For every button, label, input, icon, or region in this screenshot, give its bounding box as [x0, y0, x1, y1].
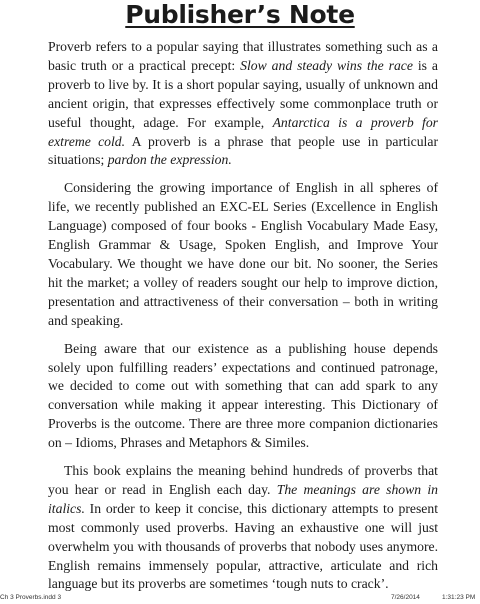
paragraph-4-text: This book explains the meaning behind hundreds of proverbs that you hear or read in English each day. [48, 463, 438, 497]
paragraph-4 [48, 462, 438, 594]
paragraph-4-text: In order to keep it concise, this dictionary attempts to present most commonly used proverbs. Having an exhaustive one will just overwhelm you with thousands of proverbs that nobody uses anymore. English remains immensely popular, attractive, articulate and rich language but its proverbs are sometimes ‘tough nuts to crack’. [48, 500, 438, 592]
paragraph-1-text: is a proverb to live by. It is a short popular saying, usually of unknown and ancient origin, that expresses effectively some commonplace truth or useful thought, adage. For example, [48, 57, 439, 130]
example-proverb-italic: pardon the expression. [107, 152, 232, 168]
page-title: Publisher’s Note [125, 0, 355, 29]
paragraph-3: Being aware that our existence as a publishing house depends solely upon fulfilling readers’ expectations and continued patronage, we decided to come out with something that can add spark to any conversation while making it appear interesting. This Dictionary of Proverbs is the outcome. There are three more companion dictionaries on – Idioms, Phrases and Metaphors & Similes. [48, 340, 438, 451]
example-proverb-italic: Antarctica is a proverb for extreme cold. [48, 114, 438, 149]
footer-filename: Ch 3 Proverbs.indd 3 [0, 594, 62, 601]
footer-date: 7/26/2014 [391, 594, 420, 601]
paragraph-2: Considering the growing importance of English in all spheres of life, we recently published an EXC-EL Series (Excellence in English Language) composed of four books - English Vocabulary Made Easy, English Grammar & Usage, Spoken English, and Improve Your Vocabulary. We thought we have done our bit. No sooner, the Series hit the market; a volley of readers sought our help to improve diction, presentation and attractiveness of their conversation – both in writing and speaking. [48, 180, 438, 328]
document-body [48, 38, 438, 603]
paragraph-1 [48, 38, 438, 170]
paragraph-1-text: Proverb refers to a popular saying that illustrates something such as a basic truth or a practical precept: [48, 39, 438, 73]
paragraph-1-text: A proverb is a phrase that people use in particular situations; [48, 133, 438, 168]
meanings-note-italic: The meanings are shown in italics. [48, 481, 439, 516]
footer-time: 1:31:23 PM [442, 594, 476, 601]
example-proverb-italic: Slow and steady wins the race [240, 57, 413, 73]
